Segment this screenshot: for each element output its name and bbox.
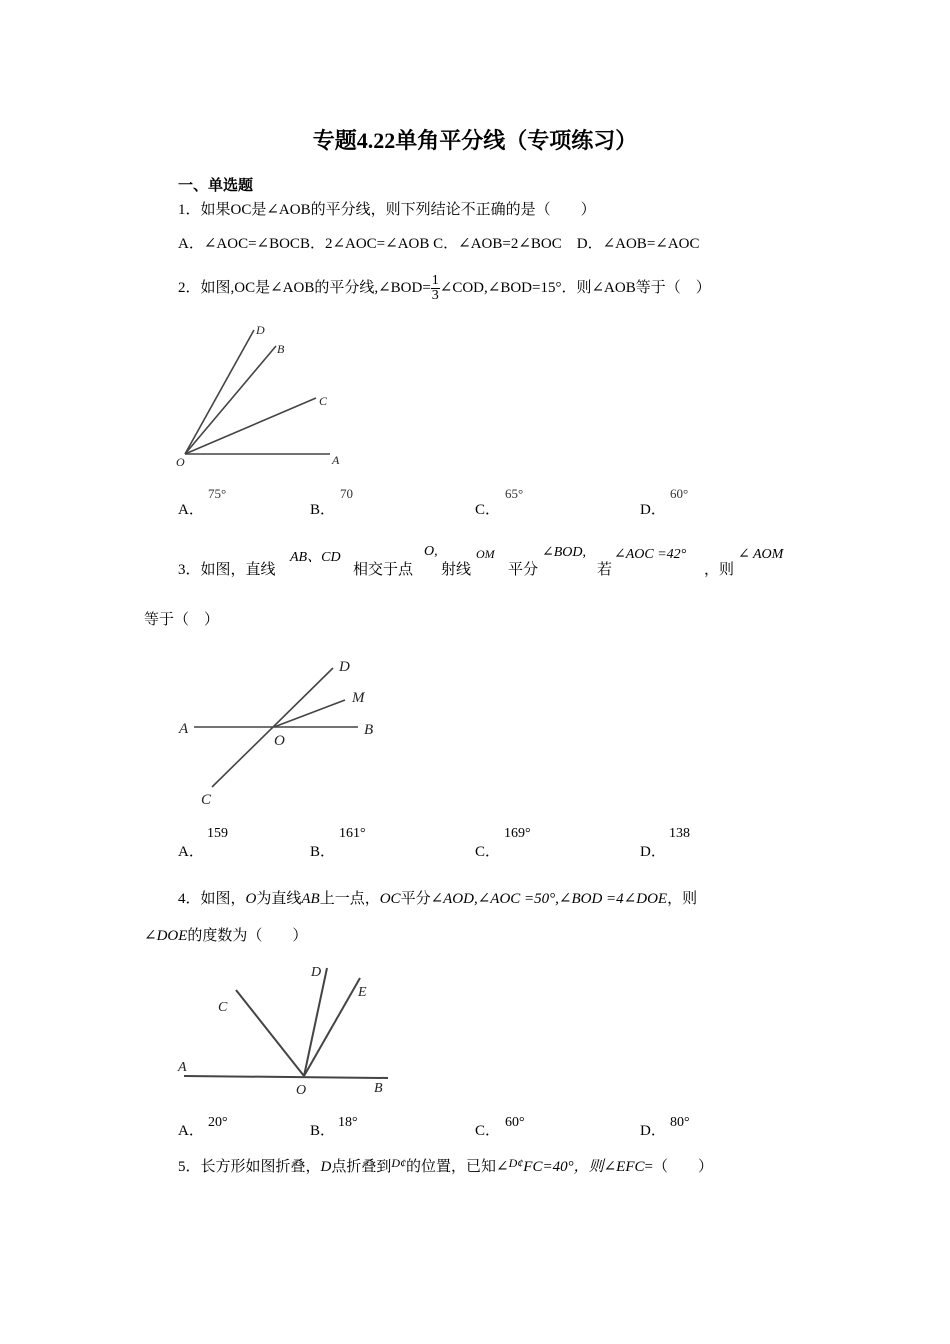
- q4-label-o: O: [296, 1083, 307, 1098]
- q3-option-d-value: 138: [669, 826, 690, 841]
- q2-figure: [170, 318, 360, 478]
- q2-stem: [178, 266, 711, 310]
- q4-degree-is: 的度数为（ ）: [187, 928, 308, 944]
- q2-label-a: A: [332, 453, 340, 467]
- q5-end: =（ ）: [644, 1159, 713, 1175]
- q5-position: 的位置，已知∠: [406, 1159, 509, 1175]
- q3-option-b-letter: B．: [310, 844, 336, 860]
- q2-label-d: D: [256, 323, 265, 337]
- q4-label-d: D: [311, 965, 322, 980]
- q3-option-d-letter: D．: [640, 844, 666, 860]
- q5-d: D: [320, 1159, 332, 1175]
- q2-frac-num: 1: [431, 273, 439, 289]
- q4-conds: ∠AOD,∠AOC =50°,∠BOD =4∠DOE: [430, 891, 668, 907]
- q2-frac-den: 3: [431, 288, 439, 304]
- q3-option-a-letter: A．: [178, 844, 204, 860]
- q2-label-c: C: [319, 394, 328, 408]
- q2-ray-oc: [185, 398, 316, 454]
- q1-stem: 1．如果OC是∠AOB的平分线，则下列结论不正确的是（ ）: [178, 202, 596, 218]
- q5-dprime-2: D¢: [508, 1156, 524, 1170]
- q3-option-b-value: 161°: [339, 826, 366, 841]
- page-title: 专题4.22单角平分线（专项练习）: [312, 128, 638, 153]
- q3-label-d: D: [339, 659, 350, 675]
- q4-on-line: 为直线: [256, 891, 302, 907]
- q2-option-c-letter: C．: [475, 502, 501, 518]
- q5-stem-a: 5．长方形如图折叠，: [178, 1159, 321, 1175]
- q3-stem-a: 3．如图，直线: [178, 562, 276, 578]
- q4-label-e: E: [358, 985, 367, 1000]
- q2-fraction: [431, 274, 440, 303]
- q3-then: ，则: [704, 562, 735, 578]
- q4-stem-a: 4．如图，: [178, 891, 246, 907]
- q5-fc40: FC=40°，则∠: [523, 1159, 617, 1175]
- q2-label-o: O: [176, 455, 185, 469]
- q4-option-c-value: 60°: [505, 1115, 525, 1130]
- section-heading: 一、单选题: [178, 176, 254, 194]
- q4-line-ab: [184, 1076, 388, 1078]
- q3-ray-om: [274, 700, 345, 727]
- q5-stem: [178, 1155, 713, 1176]
- q4-option-d-value: 80°: [670, 1115, 690, 1130]
- q3-equals: 等于（ ）: [144, 612, 220, 628]
- q2-option-c-value: 65°: [505, 486, 524, 501]
- q1-options: A．∠AOC=∠BOCB．2∠AOC=∠AOB C．∠AOB=2∠BOC D．∠AOB=∠AOC: [178, 236, 700, 252]
- q2-label-b: B: [277, 342, 285, 356]
- q2-stem-a: 2．如图,OC是∠AOB的平分线,∠BOD=: [178, 280, 431, 296]
- q4-ab: AB: [301, 891, 320, 907]
- q3-label-a: A: [179, 721, 189, 737]
- q3-option-c-value: 169°: [504, 826, 531, 841]
- q5-fold-to: 点折叠到: [331, 1159, 392, 1175]
- q4-stem-line2: [144, 924, 307, 945]
- q4-ray-od: [304, 968, 327, 1076]
- q4-option-b-value: 18°: [338, 1115, 358, 1130]
- q2-option-a-value: 75°: [208, 486, 227, 501]
- q3-point-o: O,: [424, 544, 438, 559]
- q4-ray-oe: [304, 978, 360, 1076]
- q4-doe: ∠DOE: [144, 928, 188, 944]
- q3-label-m: M: [352, 690, 365, 706]
- q4-option-c-letter: C．: [475, 1123, 501, 1139]
- q3-option-a-value: 159: [207, 826, 228, 841]
- q4-point-on: 上一点，: [319, 891, 380, 907]
- q4-stem: [178, 887, 697, 908]
- q3-bod: ∠BOD,: [542, 545, 587, 560]
- q4-option-b-letter: B．: [310, 1123, 336, 1139]
- q3-om: OM: [476, 547, 495, 561]
- q3-label-b: B: [364, 722, 374, 738]
- q4-then: ，则: [667, 891, 698, 907]
- q5-efc: EFC: [616, 1159, 645, 1175]
- q2-ray-od: [185, 330, 254, 454]
- q3-label-o: O: [274, 733, 285, 749]
- q2-option-d-letter: D．: [640, 502, 666, 518]
- q3-aoc-eq: ∠AOC =42°: [614, 547, 687, 562]
- q3-ruo: 若: [597, 562, 613, 578]
- q4-option-a-value: 20°: [208, 1115, 228, 1130]
- q3-ray: 射线: [441, 562, 472, 578]
- q4-label-c: C: [218, 1000, 228, 1015]
- q4-label-b: B: [374, 1081, 383, 1096]
- q3-intersect: 相交于点: [353, 562, 414, 578]
- q3-figure: [170, 650, 390, 810]
- q2-stem-b: ∠COD,∠BOD=15°．则∠AOB等于（ ）: [439, 280, 711, 296]
- q5-dprime: D¢: [391, 1156, 407, 1170]
- q3-option-c-letter: C．: [475, 844, 501, 860]
- q2-ray-ob: [185, 346, 276, 454]
- q2-option-d-value: 60°: [670, 486, 689, 501]
- q4-oc: OC: [379, 891, 401, 907]
- q4-option-a-letter: A．: [178, 1123, 204, 1139]
- q3-bisects: 平分: [508, 562, 539, 578]
- q2-option-b-letter: B．: [310, 502, 336, 518]
- q3-ab-cd: AB、CD: [290, 550, 341, 565]
- q2-option-a-letter: A．: [178, 502, 204, 518]
- q4-bisects: 平分: [400, 891, 431, 907]
- q4-ray-oc: [236, 990, 304, 1076]
- q3-label-c: C: [201, 792, 212, 808]
- q2-option-b-value: 70: [340, 486, 353, 501]
- q3-aom: ∠ AOM: [738, 547, 784, 562]
- q4-label-a: A: [178, 1060, 187, 1075]
- q4-option-d-letter: D．: [640, 1123, 666, 1139]
- q4-o: O: [245, 891, 257, 907]
- q4-figure: [170, 960, 400, 1100]
